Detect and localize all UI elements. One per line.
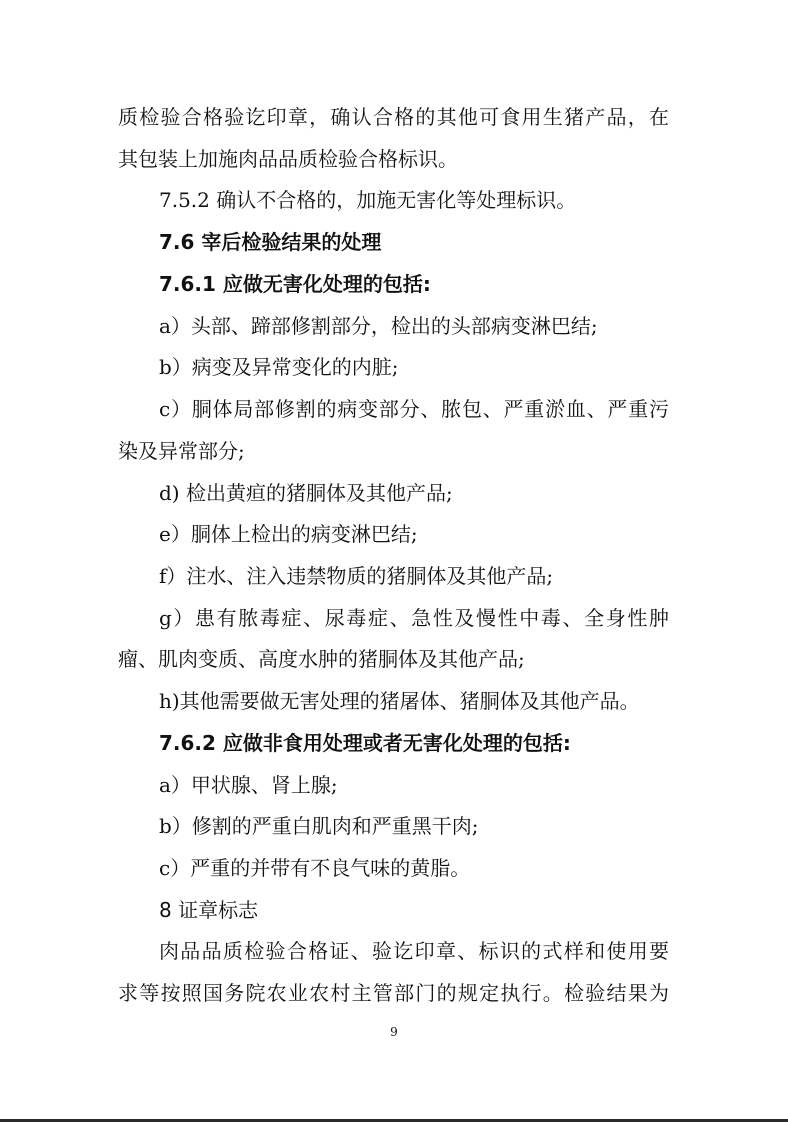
section-heading-7-6: 7.6 宰后检验结果的处理 [159, 230, 382, 254]
list-item: a）甲状腺、肾上腺; [159, 773, 338, 797]
list-item: e）胴体上检出的病变淋巴结; [159, 522, 418, 546]
subsection-heading-7-6-1: 7.6.1 应做无害化处理的包括: [159, 272, 431, 296]
list-item: d) 检出黄疸的猪胴体及其他产品; [159, 481, 453, 505]
paragraph-line: 求等按照国务院农业农村主管部门的规定执行。检验结果为 [118, 981, 669, 1005]
list-item-continuation: 瘤、肌肉变质、高度水肿的猪胴体及其他产品; [118, 647, 525, 671]
paragraph-line: 其包装上加施肉品品质检验合格标识。 [118, 147, 458, 171]
list-item: f）注水、注入违禁物质的猪胴体及其他产品; [159, 564, 554, 588]
section-heading-8: 8 证章标志 [159, 898, 259, 922]
list-item-continuation: 染及异常部分; [118, 439, 245, 463]
subsection-heading-7-6-2: 7.6.2 应做非食用处理或者无害化处理的包括: [159, 731, 571, 755]
list-item: h)其他需要做无害处理的猪屠体、猪胴体及其他产品。 [159, 689, 640, 713]
list-item: c）胴体局部修割的病变部分、脓包、严重淤血、严重污 [159, 397, 669, 421]
list-item: g）患有脓毒症、尿毒症、急性及慢性中毒、全身性肿 [159, 606, 669, 630]
paragraph-line: 质检验合格验讫印章，确认合格的其他可食用生猪产品，在 [118, 105, 669, 129]
list-item: b）修割的严重白肌肉和严重黑干肉; [159, 814, 479, 838]
list-item: a）头部、蹄部修割部分，检出的头部病变淋巴结; [159, 314, 598, 338]
list-item: b）病变及异常变化的内脏; [159, 355, 399, 379]
list-item: c）严重的并带有不良气味的黄脂。 [159, 856, 471, 880]
clause-7-5-2: 7.5.2 确认不合格的，加施无害化等处理标识。 [159, 188, 577, 212]
page-number: 9 [390, 1025, 398, 1039]
paragraph-line: 肉品品质检验合格证、验讫印章、标识的式样和使用要 [159, 939, 669, 963]
